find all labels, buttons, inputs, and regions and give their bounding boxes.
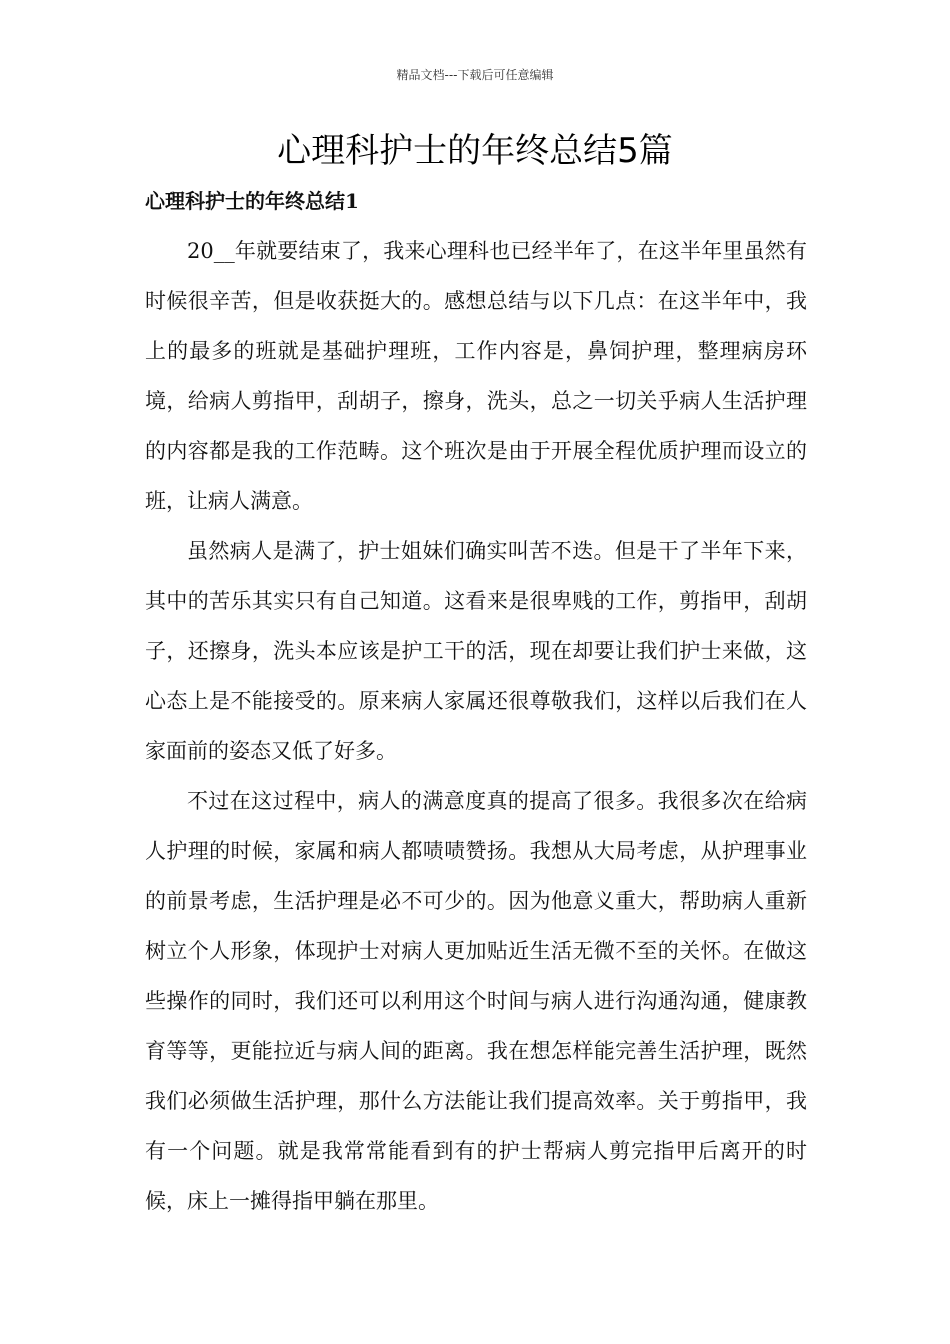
document-title: 心理科护士的年终总结5篇 [277,131,673,171]
header-note: 精品文档---下载后可任意编辑 [396,68,554,82]
paragraph-2: 虽然病人是满了，护士姐妹们确实叫苦不迭。但是干了半年下来，其中的苦乐其实只有自己知道。这看来是很卑贱的工作，剪指甲，刮胡子，还擦身，洗头本应该是护工干的活，现在却要让我们护士来做，这心态上是不能接受的。原来病人家属还很尊敬我们，这样以后我们在人家面前的姿态又低了好多。 [145,539,807,763]
paragraph-3: 不过在这过程中，病人的满意度真的提高了很多。我很多次在给病人护理的时候，家属和病人都啧啧赞扬。我想从大局考虑，从护理事业的前景考虑，生活护理是必不可少的。因为他意义重大，帮助病人重新树立个人形象，体现护士对病人更加贴近生活无微不至的关怀。在做这些操作的同时，我们还可以利用这个时间与病人进行沟通沟通，健康教育等等，更能拉近与病人间的距离。我在想怎样能完善生活护理，既然我们必须做生活护理，那什么方法能让我们提高效率。关于剪指甲，我有一个问题。就是我常常能看到有的护士帮病人剪完指甲后离开的时候，床上一摊得指甲躺在那里。 [145,789,807,1213]
paragraph-1: 20__年就要结束了，我来心理科也已经半年了，在这半年里虽然有时候很辛苦，但是收获挺大的。感想总结与以下几点：在这半年中，我上的最多的班就是基础护理班，工作内容是，鼻饲护理，整理病房环境，给病人剪指甲，刮胡子，擦身，洗头，总之一切关乎病人生活护理的内容都是我的工作范畴。这个班次是由于开展全程优质护理而设立的班，让病人满意。 [145,239,807,513]
section-heading: 心理科护士的年终总结1 [145,189,359,213]
document-body [145,226,807,1226]
